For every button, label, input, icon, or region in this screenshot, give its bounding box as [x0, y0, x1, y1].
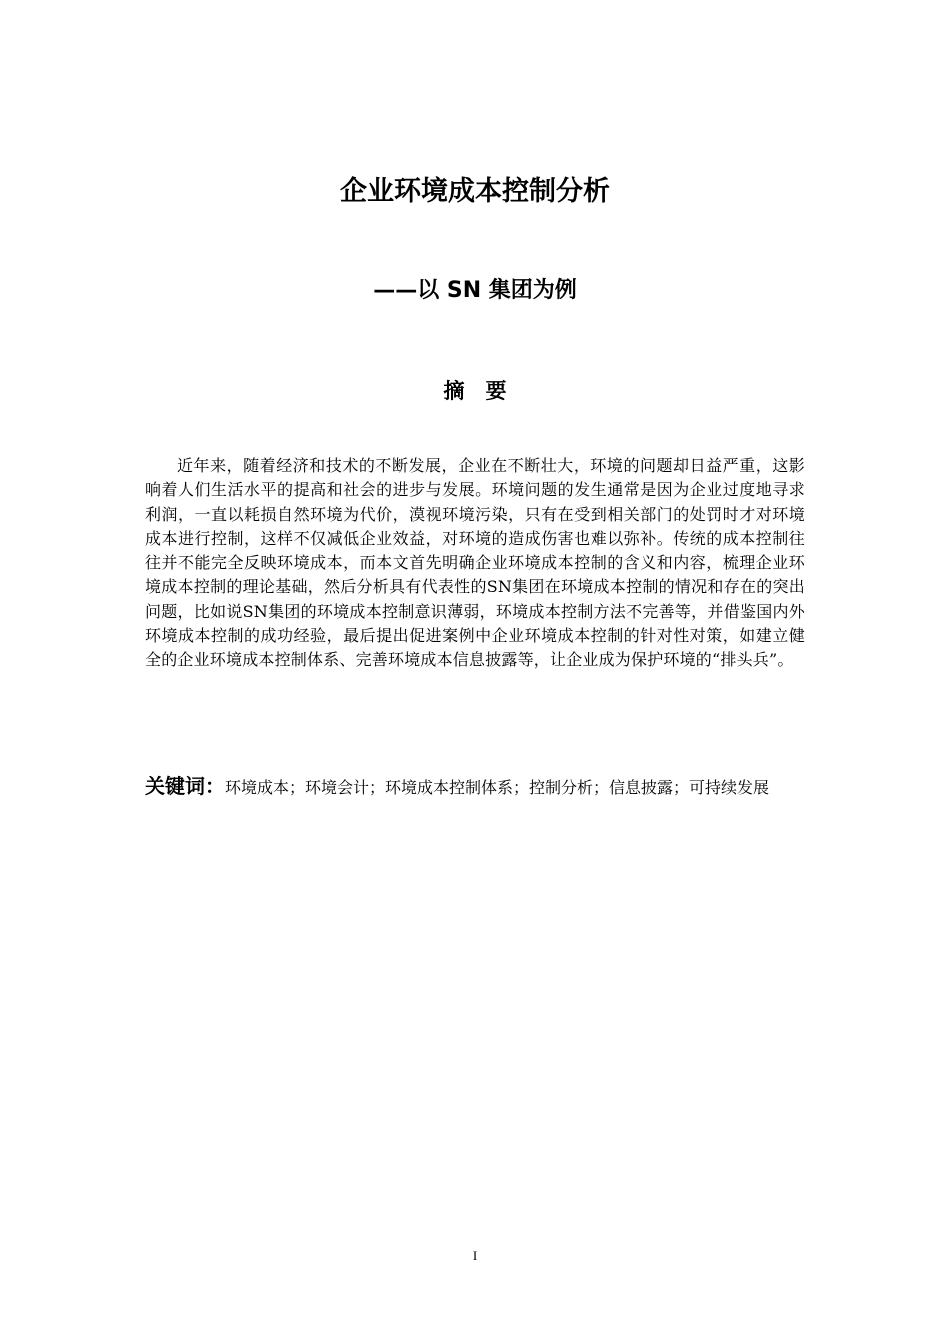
paper-subtitle: ——以 SN 集团为例 [373, 278, 577, 303]
keywords-text: 环境成本；环境会计；环境成本控制体系；控制分析；信息披露；可持续发展 [225, 778, 770, 797]
keywords-section [145, 763, 805, 811]
abstract-text: 近年来，随着经济和技术的不断发展，企业在不断壮大，环境的问题却日益严重，这影响着人们生活水平的提高和社会的进步与发展。环境问题的发生通常是因为企业过度地寻求利润，一直以耗损自然环境为代价，漠视环境污染，只有在受到相关部门的处罚时才对环境成本进行控制，这样不仅减低企业效益，对环境的造成伤害也难以弥补。传统的成本控制往往并不能完全反映环境成本，而本文首先明确企业环境成本控制的含义和内容，梳理企业环境成本控制的理论基础，然后分析具有代表性的SN集团在环境成本控制的情况和存在的突出问题，比如说SN集团的环境成本控制意识薄弱，环境成本控制方法不完善等，并借鉴国内外环境成本控制的成功经验，最后提出促进案例中企业环境成本控制的针对性对策，如建立健全的企业环境成本控制体系、完善环境成本信息披露等，让企业成为保护环境的“排头兵”。 [145, 456, 805, 670]
keywords-label: 关键词： [145, 774, 225, 798]
abstract-heading: 摘 要 [443, 379, 507, 403]
page-number: I [472, 1248, 478, 1263]
paper-title: 企业环境成本控制分析 [340, 176, 610, 207]
